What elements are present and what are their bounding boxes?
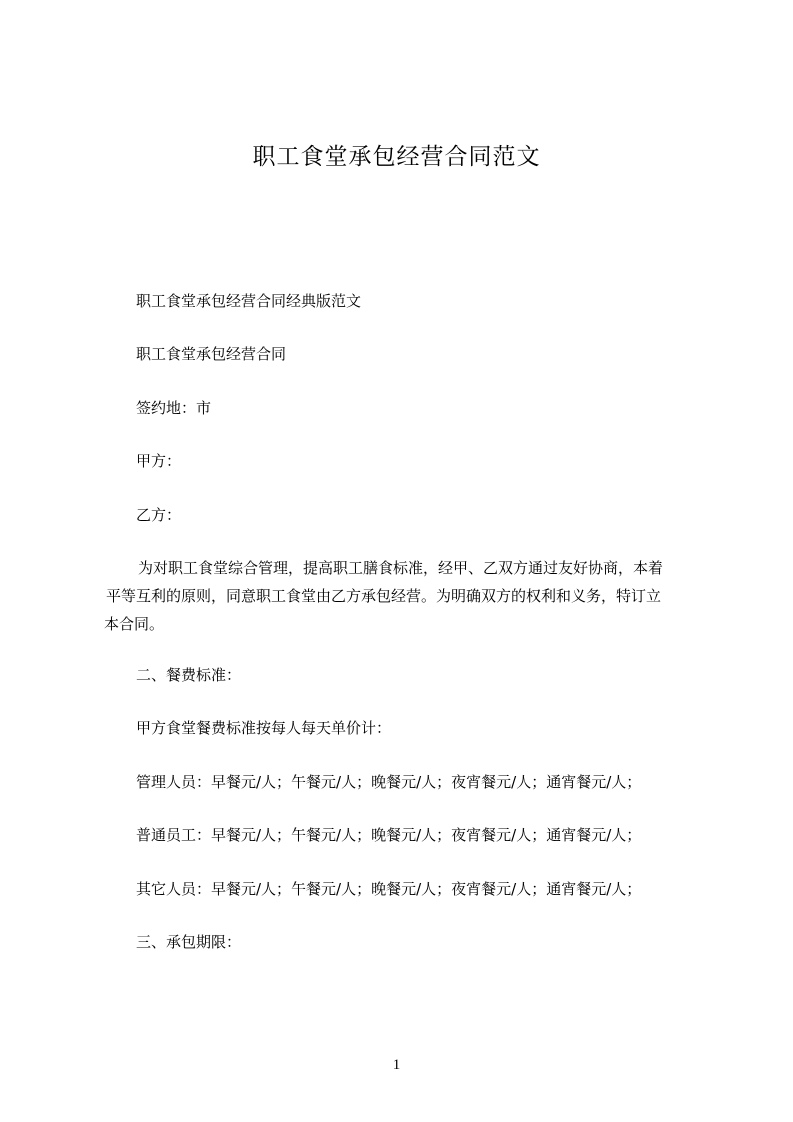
subtitle-paragraph: 职工食堂承包经营合同经典版范文: [136, 292, 362, 310]
contract-name-paragraph: 职工食堂承包经营合同: [136, 345, 287, 363]
signing-place-paragraph: 签约地：市: [136, 399, 212, 417]
fee-row-others: 其它人员：早餐元/人；午餐元/人；晚餐元/人；夜宵餐元/人；通宵餐元/人；: [136, 880, 642, 898]
fee-row-staff: 普通员工：早餐元/人；午餐元/人；晚餐元/人；夜宵餐元/人；通宵餐元/人；: [136, 826, 642, 844]
intro-paragraph: [106, 554, 696, 638]
intro-line-1: 为对职工食堂综合管理，提高职工膳食标准，经甲、乙双方通过友好协商，本着: [138, 559, 664, 577]
page-number: 1: [392, 1057, 401, 1073]
party-b-paragraph: 乙方：: [136, 506, 182, 524]
intro-line-2: 平等互利的原则，同意职工食堂由乙方承包经营。为明确双方的权利和义务，特订立: [106, 587, 662, 605]
section-3-heading: 三、承包期限：: [136, 933, 242, 951]
intro-line-3: 本合同。: [104, 615, 165, 633]
party-a-paragraph: 甲方：: [136, 452, 182, 470]
section-2-heading: 二、餐费标准：: [136, 666, 242, 684]
section-2-intro: 甲方食堂餐费标准按每人每天单价计：: [136, 719, 392, 737]
document-title: 职工食堂承包经营合同范文: [252, 144, 541, 170]
fee-row-management: 管理人员：早餐元/人；午餐元/人；晚餐元/人；夜宵餐元/人；通宵餐元/人；: [136, 773, 642, 791]
